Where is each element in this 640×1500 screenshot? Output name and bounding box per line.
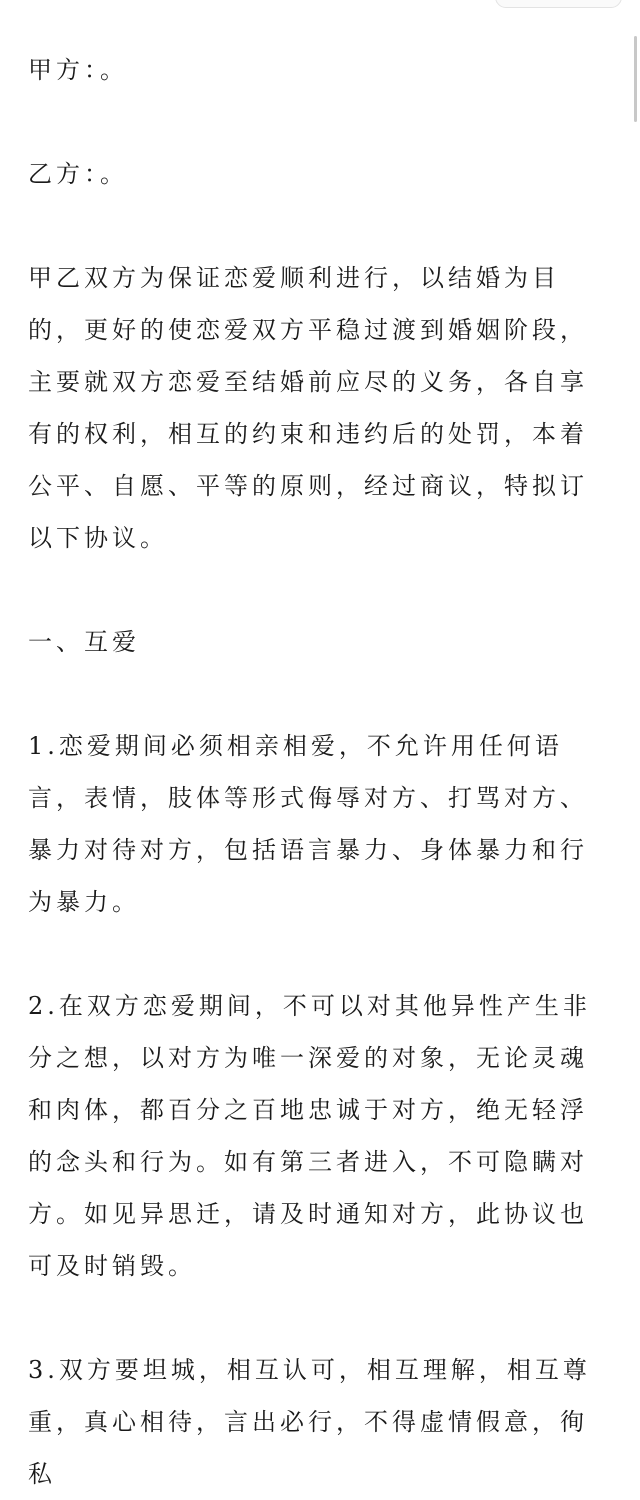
scrollbar[interactable] (634, 36, 637, 122)
section-heading: 一、互爱 (28, 628, 140, 656)
toolbar-pill[interactable] (495, 0, 622, 8)
clause-3: 3.双方要坦城，相互认可，相互理解，相互尊重，真心相待，言出必行，不得虚情假意，徇私 (28, 1356, 591, 1488)
party-a-line: 甲方：。 (28, 56, 128, 84)
clause-1: 1.恋爱期间必须相亲相爱，不允许用任何语言，表情，肢体等形式侮辱对方、打骂对方、暴力对待对方，包括语言暴力、身体暴力和行为暴力。 (28, 732, 588, 916)
top-bar (0, 0, 640, 14)
party-b-line: 乙方：。 (28, 160, 128, 188)
clause-2: 2.在双方恋爱期间，不可以对其他异性产生非分之想，以对方为唯一深爱的对象，无论灵魂和肉体，都百分之百地忠诚于对方，绝无轻浮的念头和行为。如有第三者进入，不可隐瞒对方。如见异思迁，请及时通知对方，此协议也可及时销毁。 (28, 992, 591, 1280)
document-body (28, 44, 612, 1500)
preamble-paragraph: 甲乙双方为保证恋爱顺利进行，以结婚为目的，更好的使恋爱双方平稳过渡到婚姻阶段，主要就双方恋爱至结婚前应尽的义务，各自享有的权利，相互的约束和违约后的处罚，本着公平、自愿、平等的原则，经过商议，特拟订以下协议。 (28, 264, 588, 552)
